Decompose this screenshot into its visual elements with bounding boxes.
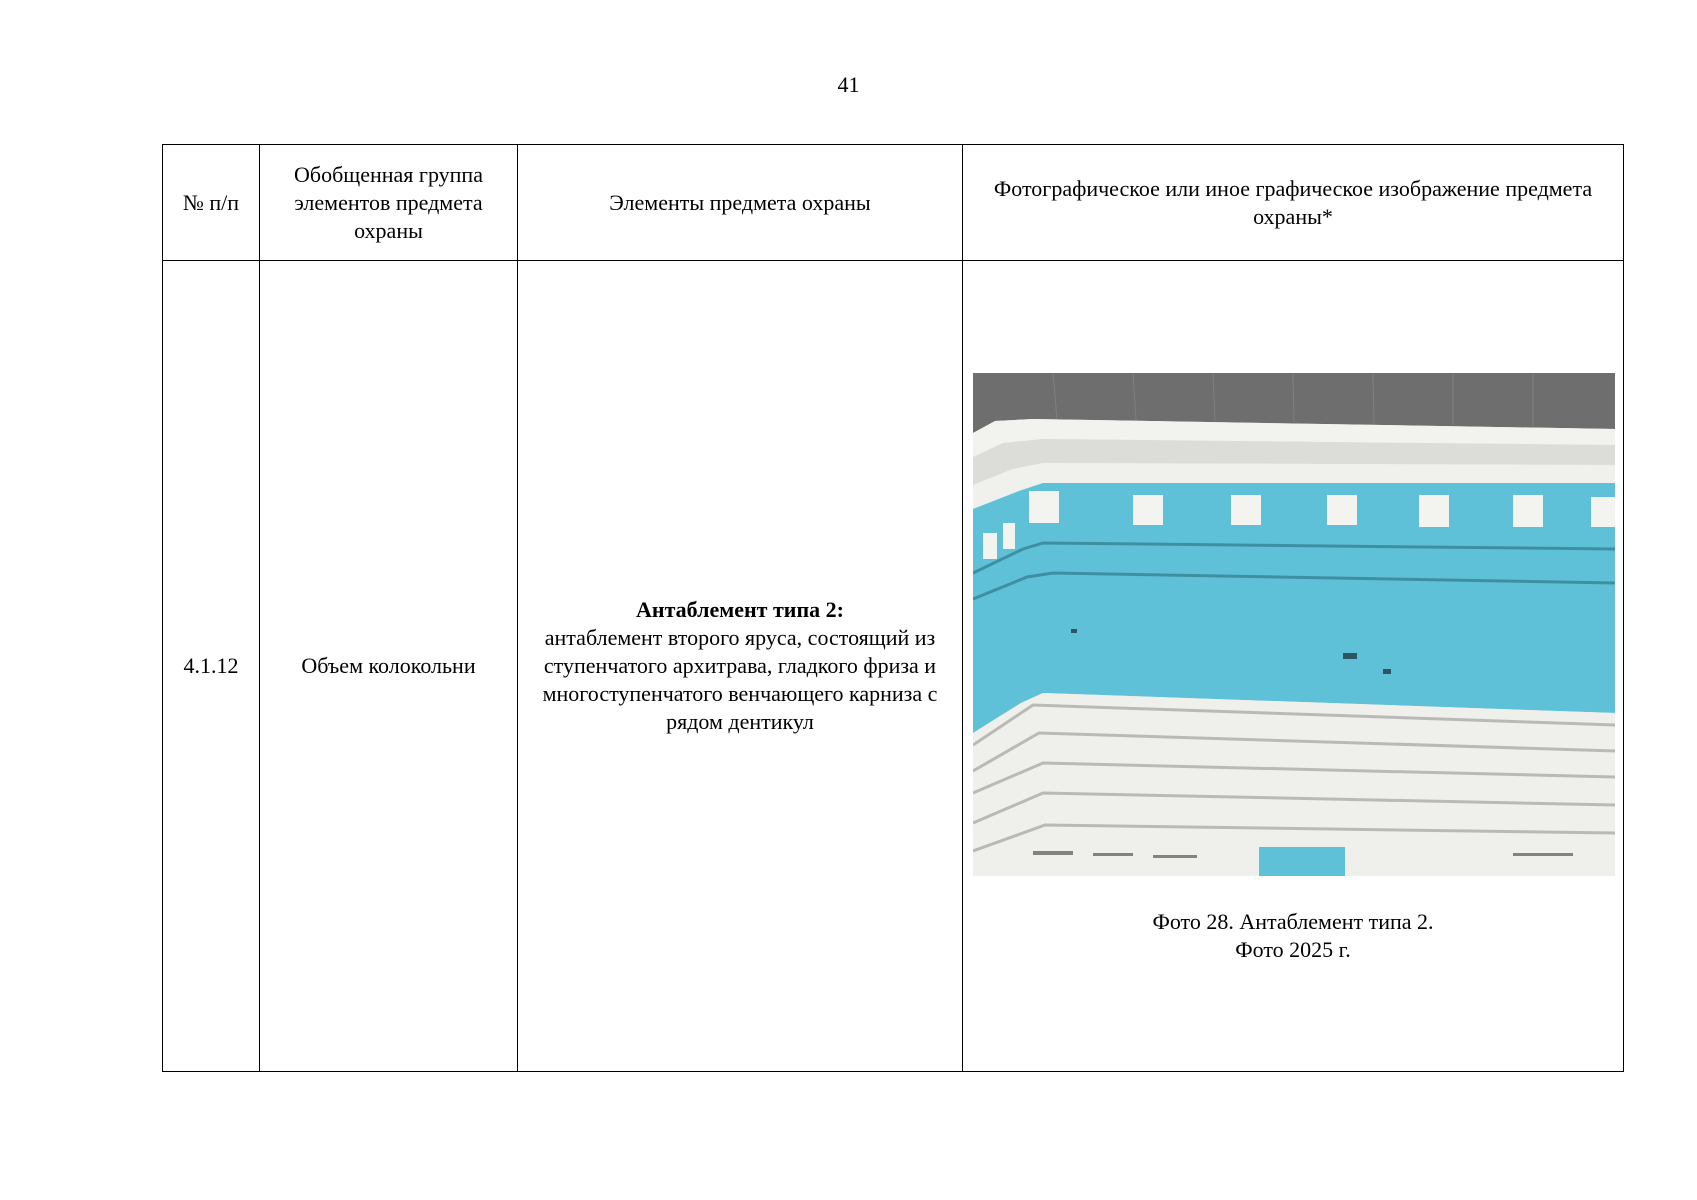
element-title: Антаблемент типа 2: [636,597,844,622]
row-photo-cell [963,261,1624,1072]
header-group: Обобщенная группа элементов предмета охраны [260,145,518,261]
caption-line-2: Фото 2025 г. [1235,937,1351,962]
table-row [163,261,1624,1072]
photo-caption [963,908,1623,964]
row-elements [518,261,963,1072]
row-group: Объем колокольни [260,261,518,1072]
header-num: № п/п [163,145,260,261]
protection-table [162,144,1624,1072]
table-header-row [163,145,1624,261]
entablature-photo [973,373,1615,876]
header-elements: Элементы предмета охраны [518,145,963,261]
element-description: антаблемент второго яруса, состоящий из ступенчатого архитрава, гладкого фриза и многоступенчатого венчающего карниза с рядом дентикул [542,625,938,734]
page-number: 41 [837,72,860,97]
caption-line-1: Фото 28. Антаблемент типа 2. [1152,909,1434,934]
entablature-photo-image [973,373,1615,876]
header-photo: Фотографическое или иное графическое изображение предмета охраны* [963,145,1624,261]
row-num: 4.1.12 [163,261,260,1072]
